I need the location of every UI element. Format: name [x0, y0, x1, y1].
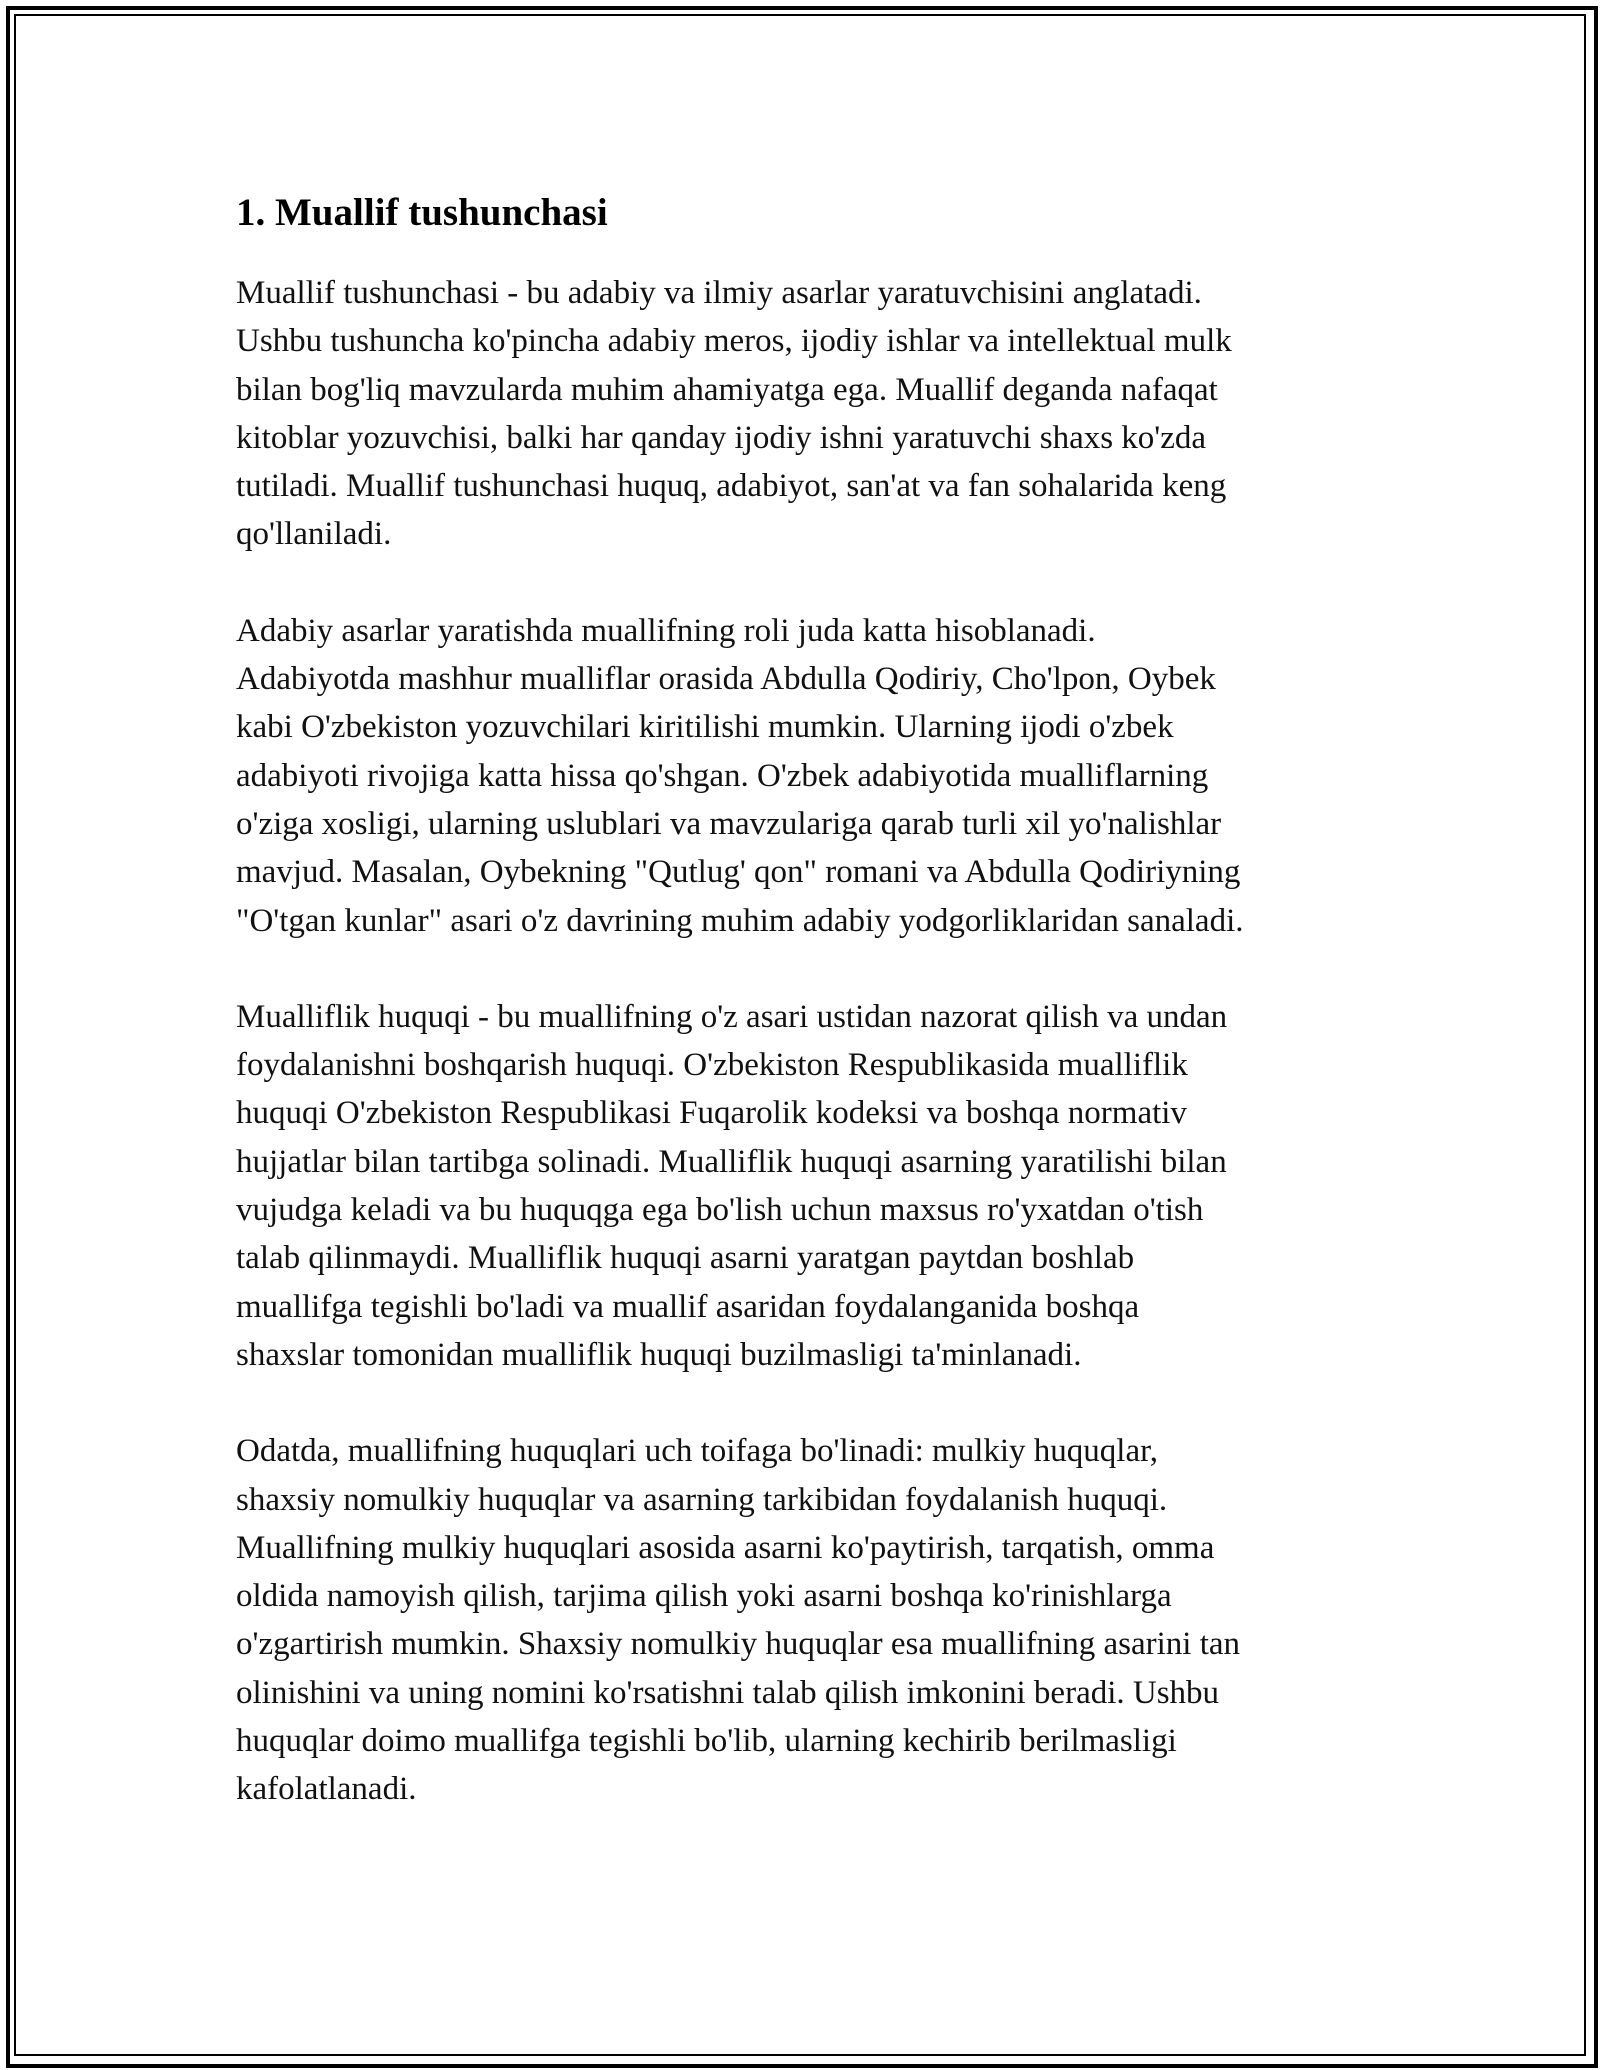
text-line: Odatda, muallifning huquqlari uch toifaga bo'linadi: mulkiy huquqlar, — [236, 1433, 1159, 1470]
text-line: kitoblar yozuvchisi, balki har qanday ijodiy ishni yaratuvchi shaxs ko'zda — [236, 419, 1207, 456]
text-line: o'zgartirish mumkin. Shaxsiy nomulkiy huquqlar esa muallifning asarini tan — [236, 1626, 1241, 1663]
text-line: Mualliflik huquqi - bu muallifning o'z asari ustidan nazorat qilish va undan — [236, 998, 1228, 1035]
text-line: Ushbu tushuncha ko'pincha adabiy meros, ijodiy ishlar va intellektual mulk — [236, 323, 1232, 360]
text-line: qo'llaniladi. — [236, 516, 392, 553]
text-line: huquqlar doimo muallifga tegishli bo'lib, ularning kechirib berilmasligi — [236, 1723, 1177, 1760]
text-line: Adabiyotda mashhur mualliflar orasida Abdulla Qodiriy, Cho'lpon, Oybek — [236, 661, 1216, 698]
section-heading: 1. Muallif tushunchasi — [236, 191, 608, 234]
text-line: Adabiy asarlar yaratishda muallifning roli juda katta hisoblanadi. — [236, 612, 1096, 649]
text-line: o'ziga xosligi, ularning uslublari va mavzulariga qarab turli xil yo'nalishlar — [236, 805, 1222, 842]
text-line: Muallif tushunchasi - bu adabiy va ilmiy asarlar yaratuvchisini anglatadi. — [236, 275, 1202, 311]
text-line: bilan bog'liq mavzularda muhim ahamiyatga ega. Muallif deganda nafaqat — [236, 371, 1218, 408]
paragraph-copyright — [236, 993, 1386, 1379]
document-body — [236, 184, 1386, 1862]
text-line: kabi O'zbekiston yozuvchilari kiritilishi mumkin. Ularning ijodi o'zbek — [236, 709, 1174, 746]
text-line: shaxslar tomonidan mualliflik huquqi buzilmasligi ta'minlanadi. — [236, 1336, 1082, 1373]
text-line: kafolatlanadi. — [236, 1771, 417, 1808]
paragraph-author-concept — [236, 269, 1386, 559]
text-line: talab qilinmaydi. Mualliflik huquqi asarni yaratgan paytdan boshlab — [236, 1240, 1135, 1277]
text-line: Muallifning mulkiy huquqlari asosida asarni ko'paytirish, tarqatish, omma — [236, 1529, 1215, 1566]
paragraph-literary-role — [236, 607, 1386, 945]
text-line: muallifga tegishli bo'ladi va muallif asaridan foydalanganida boshqa — [236, 1288, 1140, 1325]
text-line: mavjud. Masalan, Oybekning "Qutlug' qon" romani va Abdulla Qodiriyning — [236, 854, 1241, 891]
text-line: shaxsiy nomulkiy huquqlar va asarning tarkibidan foydalanish huquqi. — [236, 1481, 1168, 1518]
text-line: olinishini va uning nomini ko'rsatishni talab qilish imkonini beradi. Ushbu — [236, 1674, 1220, 1711]
text-line: oldida namoyish qilish, tarjima qilish yoki asarni boshqa ko'rinishlarga — [236, 1578, 1172, 1615]
text-line: adabiyoti rivojiga katta hissa qo'shgan. O'zbek adabiyotida mualliflarning — [236, 757, 1209, 794]
paragraph-author-rights — [236, 1427, 1386, 1813]
text-line: foydalanishni boshqarish huquqi. O'zbekiston Respublikasida mualliflik — [236, 1047, 1188, 1084]
text-line: "O'tgan kunlar" asari o'z davrining muhim adabiy yodgorliklaridan sanaladi. — [236, 902, 1244, 939]
text-line: hujjatlar bilan tartibga solinadi. Mualliflik huquqi asarning yaratilishi bilan — [236, 1143, 1227, 1180]
text-line: tutiladi. Muallif tushunchasi huquq, adabiyot, san'at va fan sohalarida keng — [236, 468, 1227, 505]
text-line: huquqi O'zbekiston Respublikasi Fuqarolik kodeksi va boshqa normativ — [236, 1095, 1187, 1132]
text-line: vujudga keladi va bu huquqga ega bo'lish uchun maxsus ro'yxatdan o'tish — [236, 1192, 1204, 1229]
